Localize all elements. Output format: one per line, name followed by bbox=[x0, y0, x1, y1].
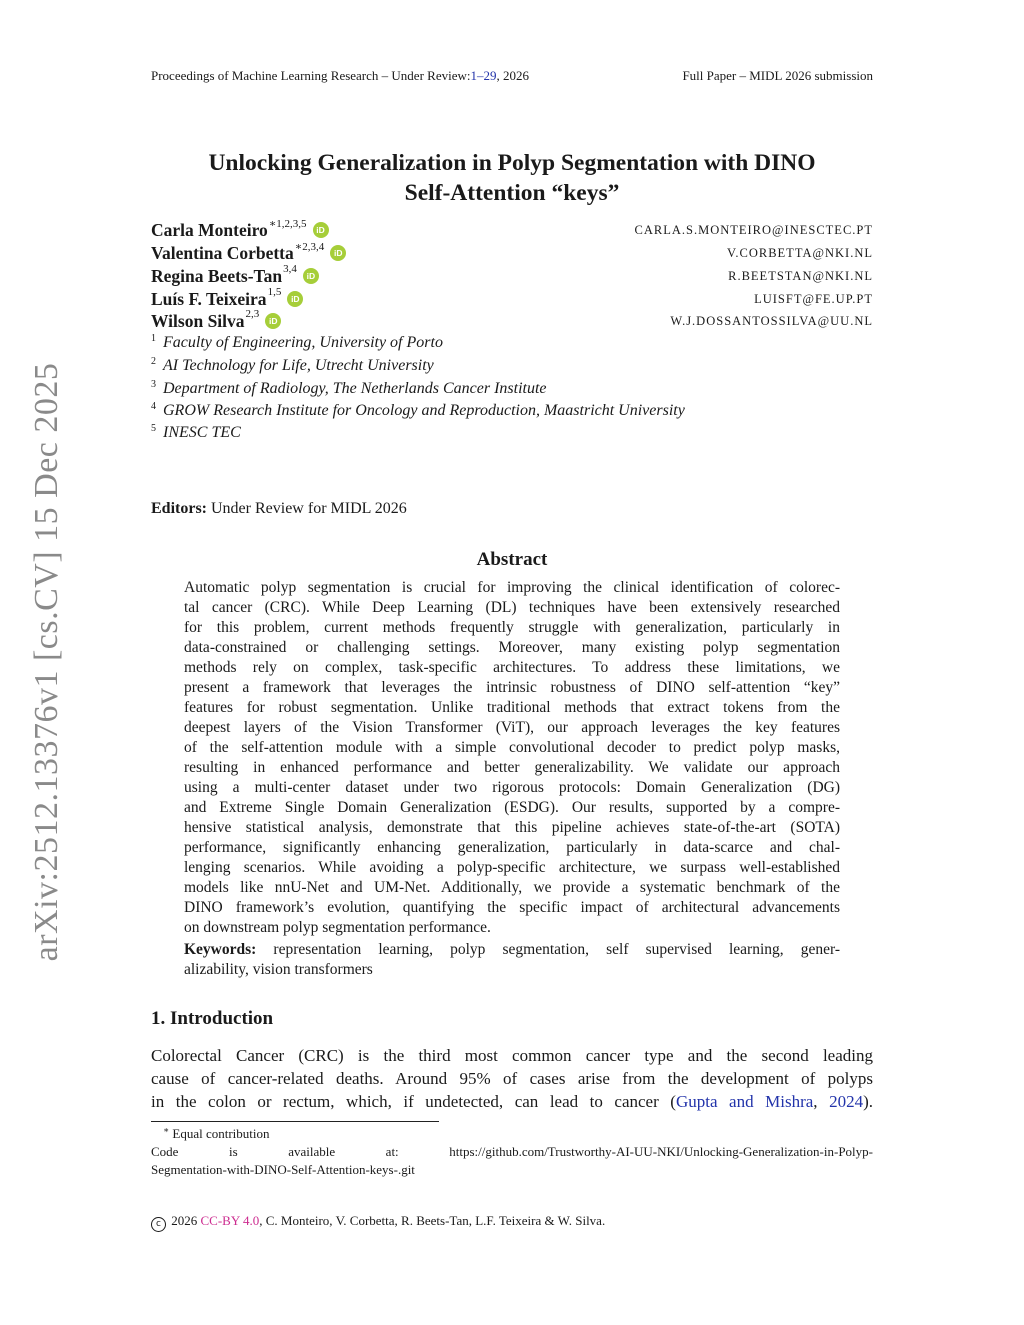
abstract-line: performance, significantly enhancing generalization, particularly in data-scarce and chal- bbox=[184, 839, 840, 856]
citation-authors-link[interactable]: Gupta and Mishra bbox=[675, 1092, 814, 1111]
affiliation-3 bbox=[151, 380, 547, 398]
license-link[interactable]: CC-BY 4.0 bbox=[200, 1213, 260, 1228]
affiliation-number: 1 bbox=[151, 333, 156, 344]
title-line-1: Unlocking Generalization in Polyp Segmentation with DINO bbox=[208, 150, 816, 176]
intro-text: in the colon or rectum, which, if undetected, can lead to cancer ( bbox=[151, 1092, 676, 1111]
affiliation-1 bbox=[151, 334, 443, 352]
citation-separator: , bbox=[813, 1092, 830, 1111]
keywords-text: representation learning, polyp segmentation, self supervised learning, gener- bbox=[256, 941, 840, 958]
abstract-line: tal cancer (CRC). While Deep Learning (DL) techniques have been extensively researched bbox=[184, 599, 840, 616]
affiliation-text: INESC TEC bbox=[163, 424, 241, 441]
author-2-email[interactable]: V.CORBETTA@NKI.NL bbox=[726, 245, 873, 260]
author-affil-marks: 1,5 bbox=[267, 286, 282, 298]
header-venue: Proceedings of Machine Learning Research – Under Review: bbox=[151, 68, 471, 83]
keywords-label: Keywords: bbox=[184, 941, 257, 958]
author-1 bbox=[151, 219, 329, 241]
author-affil-marks: ∗1,2,3,5 bbox=[268, 217, 307, 230]
affiliation-2 bbox=[151, 357, 434, 375]
abstract-line: models like nnU-Net and UM-Net. Additionally, we provide a systematic benchmark of the bbox=[184, 879, 840, 896]
affiliation-number: 4 bbox=[151, 401, 156, 412]
copyright-icon: c bbox=[151, 1217, 166, 1232]
copyright-year: 2026 bbox=[168, 1213, 201, 1228]
editors-text: Under Review for MIDL 2026 bbox=[207, 500, 407, 517]
author-4-email[interactable]: LUISFT@FE.UP.PT bbox=[754, 291, 873, 306]
keywords-line-2: alizability, vision transformers bbox=[184, 961, 373, 978]
affiliation-text: Faculty of Engineering, University of Porto bbox=[163, 334, 443, 351]
abstract-line: hensive statistical analysis, demonstrate that this pipeline achieves state-of-the-art (SOTA) bbox=[184, 819, 840, 836]
orcid-icon[interactable] bbox=[265, 313, 281, 329]
author-5-email[interactable]: W.J.DOSSANTOSSILVA@UU.NL bbox=[670, 313, 873, 328]
affiliation-text: GROW Research Institute for Oncology and Reproduction, Maastricht University bbox=[163, 402, 685, 419]
abstract-line: resulting in enhanced performance and better generalizability. We validate our approach bbox=[184, 759, 840, 776]
orcid-label: iD bbox=[269, 315, 278, 326]
affiliation-text: Department of Radiology, The Netherlands Cancer Institute bbox=[163, 380, 547, 397]
orcid-icon[interactable] bbox=[287, 291, 303, 307]
author-name: Carla Monteiro bbox=[151, 219, 268, 240]
abstract-line: deepest layers of the Vision Transformer (ViT), our approach leverages the key features bbox=[184, 719, 840, 736]
footnote-mark: ∗ bbox=[163, 1125, 170, 1135]
header-year: , 2026 bbox=[496, 68, 529, 83]
author-1-email[interactable]: CARLA.S.MONTEIRO@INESCTEC.PT bbox=[634, 222, 873, 237]
author-3-email[interactable]: R.BEETSTAN@NKI.NL bbox=[728, 268, 873, 283]
abstract-line: using a multi-center dataset under two rigorous protocols: Domain Generalization (DG) bbox=[184, 779, 840, 796]
affiliation-number: 5 bbox=[151, 423, 156, 434]
footnote-code-line-1[interactable]: Code is available at: https://github.com/Trustworthy-AI-UU-NKI/Unlocking-Generalization-in-Polyp- bbox=[151, 1144, 873, 1159]
section-title-introduction: 1. Introduction bbox=[151, 1008, 274, 1029]
intro-line-3 bbox=[151, 1090, 873, 1113]
running-header-right: Full Paper – MIDL 2026 submission bbox=[682, 68, 873, 83]
abstract-line: and Extreme Single Domain Generalization (ESDG). Our results, supported by a compre- bbox=[184, 799, 840, 816]
author-4 bbox=[151, 288, 303, 310]
running-header-left bbox=[151, 68, 529, 84]
author-affil-marks: 3,4 bbox=[283, 263, 297, 275]
orcid-label: iD bbox=[316, 224, 325, 235]
author-name: Wilson Silva bbox=[151, 310, 245, 331]
abstract-line: features for robust segmentation. Unlike traditional methods that extract tokens from the bbox=[184, 699, 840, 716]
orcid-icon[interactable] bbox=[303, 268, 319, 284]
citation-year-link[interactable]: 2024 bbox=[829, 1092, 864, 1111]
abstract-line: Automatic polyp segmentation is crucial for improving the clinical identification of colorec- bbox=[184, 579, 840, 596]
author-name: Luís F. Teixeira bbox=[151, 288, 267, 309]
author-affil-marks: 2,3 bbox=[245, 308, 260, 320]
abstract-line: of the self-attention module with a simple convolutional decoder to predict polyp masks, bbox=[184, 739, 840, 756]
intro-line: Colorectal Cancer (CRC) is the third most common cancer type and the second leading bbox=[151, 1046, 873, 1065]
abstract-heading: Abstract bbox=[476, 549, 548, 570]
abstract-line: present a framework that leverages the intrinsic robustness of DINO self-attention “key” bbox=[184, 679, 840, 696]
author-3 bbox=[151, 265, 319, 287]
orcid-label: iD bbox=[306, 270, 316, 281]
copyright-authors: , C. Monteiro, V. Corbetta, R. Beets-Tan, L.F. Teixeira & W. Silva. bbox=[259, 1213, 606, 1228]
author-affil-marks: ∗2,3,4 bbox=[294, 240, 325, 253]
keywords-line-1 bbox=[184, 940, 840, 960]
editors-label: Editors: bbox=[151, 500, 207, 517]
intro-text: ). bbox=[863, 1092, 874, 1111]
abstract-line: data-constrained or challenging settings. Moreover, many existing polyp segmentation bbox=[184, 639, 840, 656]
affiliation-text: AI Technology for Life, Utrecht University bbox=[163, 357, 434, 374]
orcid-icon[interactable] bbox=[330, 245, 346, 261]
arxiv-stamp: arXiv:2512.13376v1 [cs.CV] 15 Dec 2025 bbox=[28, 362, 65, 962]
abstract-line: lenging scenarios. While avoiding a polyp-specific architecture, we surpass well-established bbox=[184, 859, 840, 876]
intro-line: cause of cancer-related deaths. Around 95% of cases arise from the development of polyps bbox=[151, 1069, 873, 1088]
affiliation-number: 2 bbox=[151, 356, 156, 367]
footnote-rule bbox=[151, 1121, 439, 1122]
footnote-text: Equal contribution bbox=[169, 1126, 270, 1141]
orcid-label: iD bbox=[334, 247, 343, 258]
footnote-equal-contribution bbox=[163, 1126, 270, 1142]
orcid-label: iD bbox=[291, 293, 300, 304]
header-pages-link[interactable]: 1–29 bbox=[470, 68, 497, 83]
abstract-line: DINO framework’s evolution, quantifying the specific impact of architectural advancements bbox=[184, 899, 840, 916]
affiliation-4 bbox=[151, 402, 685, 420]
author-name: Valentina Corbetta bbox=[151, 242, 294, 263]
abstract-line: for this problem, current methods frequently struggle with generalization, particularly in bbox=[184, 619, 840, 636]
paper-title bbox=[151, 148, 873, 208]
author-2 bbox=[151, 242, 346, 264]
title-line-2: Self-Attention “keys” bbox=[404, 180, 620, 206]
footnote-code-line-2[interactable]: Segmentation-with-DINO-Self-Attention-keys-.git bbox=[151, 1162, 415, 1177]
affiliation-number: 3 bbox=[151, 379, 156, 390]
orcid-icon[interactable] bbox=[313, 222, 329, 238]
abstract-line: methods rely on complex, task-specific architectures. To address these limitations, we bbox=[184, 659, 840, 676]
editors-line bbox=[151, 500, 407, 518]
copyright-line bbox=[151, 1213, 605, 1232]
author-5 bbox=[151, 310, 281, 332]
abstract-line: on downstream polyp segmentation performance. bbox=[184, 919, 491, 936]
author-name: Regina Beets-Tan bbox=[151, 265, 283, 286]
affiliation-5 bbox=[151, 424, 241, 442]
